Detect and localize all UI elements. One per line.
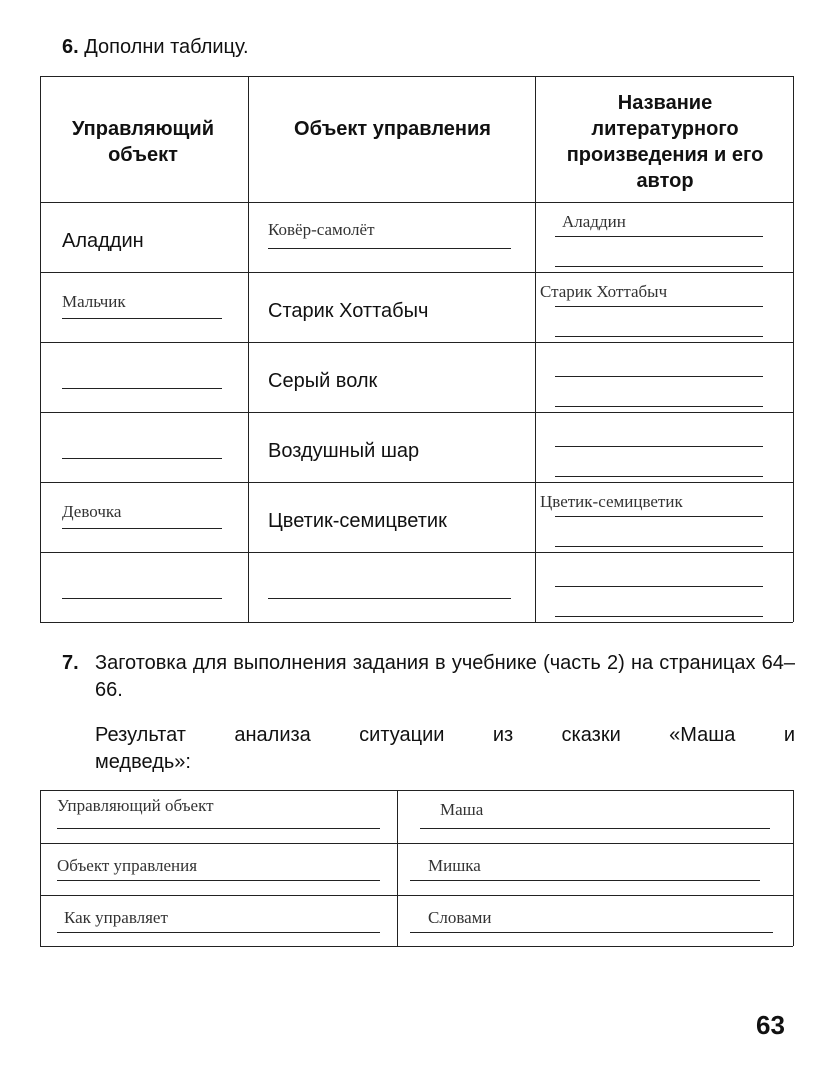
- controller-printed: Аладдин: [62, 230, 144, 252]
- header-object: Объект управления: [294, 118, 491, 140]
- row-value[interactable]: Мишка: [428, 856, 481, 875]
- task7-text2: Результат анализа ситуации из сказки «Маша и медведь»:: [95, 724, 795, 773]
- answer-line: [555, 306, 763, 307]
- answer-line: [420, 828, 770, 829]
- header-controller: Управляющий объект: [71, 118, 215, 166]
- answer-line: [62, 458, 222, 459]
- object-answer[interactable]: Ковёр-самолёт: [268, 220, 375, 239]
- answer-line: [555, 406, 763, 407]
- answer-line: [57, 828, 380, 829]
- answer-line: [555, 336, 763, 337]
- table-border: [40, 622, 793, 623]
- answer-line: [62, 318, 222, 319]
- table-row: [0, 412, 836, 482]
- answer-line: [410, 932, 773, 933]
- row-value[interactable]: Словами: [428, 908, 492, 927]
- answer-line: [57, 932, 380, 933]
- answer-line: [62, 528, 222, 529]
- page-number: 63: [756, 1010, 785, 1040]
- answer-line: [57, 880, 380, 881]
- table-row: [0, 342, 836, 412]
- answer-line: [555, 236, 763, 237]
- answer-line: [62, 388, 222, 389]
- row-label: Управляющий объект: [57, 796, 214, 815]
- controller-answer[interactable]: Мальчик: [62, 292, 126, 311]
- answer-line: [555, 516, 763, 517]
- controller-answer[interactable]: Девочка: [62, 502, 122, 521]
- task6-title: Дополни таблицу.: [84, 36, 249, 58]
- object-printed: Цветик-семицветик: [268, 510, 447, 532]
- header-work: Название литературного произведения и его автор: [566, 92, 764, 192]
- row-label: Объект управления: [57, 856, 198, 875]
- object-printed: Старик Хоттабыч: [268, 300, 429, 322]
- table-row: [0, 894, 836, 946]
- work-answer[interactable]: Цветик-семицветик: [540, 492, 683, 511]
- table-row: [0, 842, 836, 894]
- answer-line: [268, 598, 511, 599]
- answer-line: [62, 598, 222, 599]
- answer-line: [555, 546, 763, 547]
- object-printed: Воздушный шар: [268, 440, 420, 462]
- answer-line: [555, 586, 763, 587]
- work-answer[interactable]: Старик Хоттабыч: [540, 282, 668, 301]
- answer-line: [268, 248, 511, 249]
- table-row: [0, 790, 836, 842]
- answer-line: [555, 266, 763, 267]
- answer-line: [410, 880, 760, 881]
- table-row: [0, 482, 836, 552]
- task6-number: 6.: [62, 36, 79, 58]
- answer-line: [555, 376, 763, 377]
- row-value[interactable]: Маша: [440, 800, 484, 819]
- table-row: [0, 552, 836, 622]
- answer-line: [555, 476, 763, 477]
- row-label: Как управляет: [64, 908, 168, 927]
- work-answer[interactable]: Аладдин: [562, 212, 626, 231]
- table-row: [0, 202, 836, 272]
- task7-text1: Заготовка для выполнения задания в учебнике (часть 2) на страницах 64–66.: [95, 652, 795, 701]
- answer-line: [555, 446, 763, 447]
- answer-line: [555, 616, 763, 617]
- table-border: [40, 76, 793, 77]
- task7-number: 7.: [62, 652, 79, 674]
- object-printed: Серый волк: [268, 370, 378, 392]
- table-border: [40, 946, 793, 947]
- task6-heading: [62, 36, 249, 59]
- table-row: [0, 272, 836, 342]
